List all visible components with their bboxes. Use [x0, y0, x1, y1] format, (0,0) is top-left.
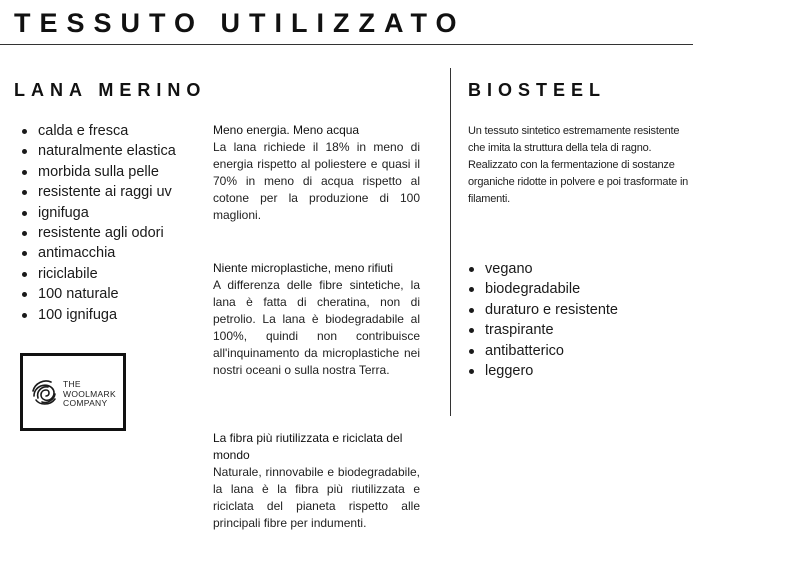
- list-item: calda e fresca: [22, 121, 176, 141]
- woolmark-text: [63, 380, 116, 409]
- info-block-text: La lana richiede il 18% in meno di energia rispetto al poliestere e quasi il 70% in meno di acqua rispetto al cotone per la produzione di 100 maglioni.: [213, 140, 420, 222]
- info-block-energy: [213, 122, 420, 224]
- info-block-recycled: [213, 430, 420, 532]
- list-item: resistente agli odori: [22, 223, 176, 243]
- list-item: 100 naturale: [22, 284, 176, 304]
- description-line: filamenti.: [468, 193, 511, 205]
- info-block-heading: Niente microplastiche, meno rifiuti: [213, 261, 394, 275]
- description-line: Realizzato con la fermentazione di sostanze: [468, 159, 675, 171]
- woolmark-text-line: THE: [63, 379, 81, 389]
- list-item: biodegradabile: [469, 279, 618, 299]
- woolmark-logo: [20, 353, 126, 431]
- info-block-text: Naturale, rinnovabile e biodegradabile, la lana è la fibra più riutilizzata e riciclata del pianeta rispetto alle principali fibre per indumenti.: [213, 465, 420, 530]
- list-item: 100 ignifuga: [22, 305, 176, 325]
- list-item: morbida sulla pelle: [22, 162, 176, 182]
- woolmark-text-line: COMPANY: [63, 398, 108, 408]
- list-item: duraturo e resistente: [469, 300, 618, 320]
- list-item: vegano: [469, 259, 618, 279]
- list-item: resistente ai raggi uv: [22, 182, 176, 202]
- info-block-microplastics: [213, 260, 420, 379]
- biosteel-heading: BIOSTEEL: [468, 80, 607, 100]
- lana-merino-heading: LANA MERINO: [14, 80, 207, 100]
- list-item: traspirante: [469, 320, 618, 340]
- biosteel-properties: [469, 259, 618, 381]
- woolmark-text-line: WOOLMARK: [63, 388, 116, 399]
- description-line: che imita la struttura della tela di ragno.: [468, 142, 652, 154]
- description-line: organiche ridotte in polvere e poi trasformate in: [468, 176, 689, 188]
- list-item: antimacchia: [22, 243, 176, 263]
- list-item: leggero: [469, 361, 618, 381]
- description-line: Un tessuto sintetico estremamente resistente: [468, 125, 680, 137]
- info-block-heading: La fibra più riutilizzata e riciclata del mondo: [213, 431, 403, 462]
- list-item: naturalmente elastica: [22, 141, 176, 161]
- lana-merino-properties: [22, 121, 176, 325]
- woolmark-icon: [30, 378, 60, 408]
- list-item: ignifuga: [22, 203, 176, 223]
- info-block-text: A differenza delle fibre sintetiche, la lana è fatta di cheratina, non di petrolio. La lana è biodegradabile al 100%, quindi non contribuisce all'inquinamento da microplastiche nei nostri oceani o sulla nostra Terra.: [213, 278, 420, 377]
- title-divider: [0, 44, 693, 45]
- biosteel-description: [468, 123, 704, 208]
- info-block-heading: Meno energia. Meno acqua: [213, 123, 360, 137]
- list-item: antibatterico: [469, 341, 618, 361]
- list-item: riciclabile: [22, 264, 176, 284]
- column-divider: [450, 68, 451, 416]
- page-title: TESSUTO UTILIZZATO: [14, 8, 466, 38]
